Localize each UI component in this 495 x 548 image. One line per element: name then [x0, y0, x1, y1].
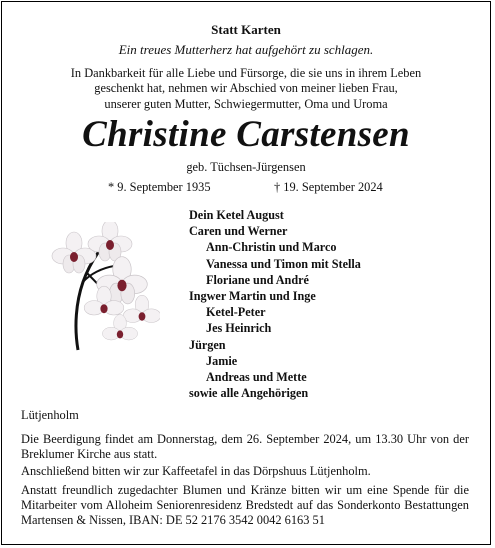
birth-date: * 9. September 1935 — [108, 180, 211, 194]
heading: Statt Karten — [211, 22, 281, 37]
coffee-info: Anschließend bitten wir zur Kaffeetafel in das Dörpshuus Lütjenholm. — [21, 464, 371, 478]
intro-line: geschenkt hat, nehmen wir Abschied von meiner lieben Frau, — [94, 81, 398, 96]
mourners-list — [189, 207, 361, 401]
mourner-line: Jürgen — [189, 337, 226, 352]
mourner-line: Jamie — [206, 353, 238, 368]
mourner-line: Ingwer Martin und Inge — [189, 289, 316, 304]
mourner-line: Andreas und Mette — [206, 370, 307, 385]
obituary-notice — [1, 1, 491, 545]
mourner-line: Ann-Christin und Marco — [206, 240, 337, 255]
intro-text — [2, 66, 490, 112]
subtitle: Ein treues Mutterherz hat aufgehört zu schlagen. — [118, 42, 374, 57]
mourner-line: Vanessa und Timon mit Stella — [206, 256, 361, 271]
intro-line: In Dankbarkeit für alle Liebe und Fürsorge, die sie uns in ihrem Leben — [70, 66, 422, 80]
deceased-name: Christine Carstensen — [82, 114, 410, 155]
funeral-info: Die Beerdigung findet am Donnerstag, dem 26. September 2024, um 13.30 Uhr von der Breklumer Kirche aus statt. — [21, 432, 469, 462]
mourner-line: Jes Heinrich — [206, 321, 272, 336]
birth-name: geb. Tüchsen-Jürgensen — [186, 160, 306, 174]
death-date: † 19. September 2024 — [274, 180, 383, 194]
orchid-icon — [50, 222, 160, 352]
mourner-line: Dein Ketel August — [189, 208, 284, 222]
mourner-line: Floriane und André — [206, 272, 309, 287]
place-name: Lütjenholm — [21, 408, 79, 422]
mourner-line: sowie alle Angehörigen — [189, 386, 309, 401]
mourner-line: Ketel-Peter — [206, 305, 266, 320]
mourner-line: Caren und Werner — [189, 224, 288, 239]
donation-info: Anstatt freundlich zugedachter Blumen und Kränze bitten wir um eine Spende für die Mitarbeiter vom Alloheim Seniorenresidenz Bredstedt auf das Sonderkonto Bestattungen Martensen & Nissen, IBAN: DE 52 2176 3542 0042 6163 51 — [21, 483, 469, 528]
intro-line: unserer guten Mutter, Schwiegermutter, Oma und Uroma — [104, 96, 388, 111]
